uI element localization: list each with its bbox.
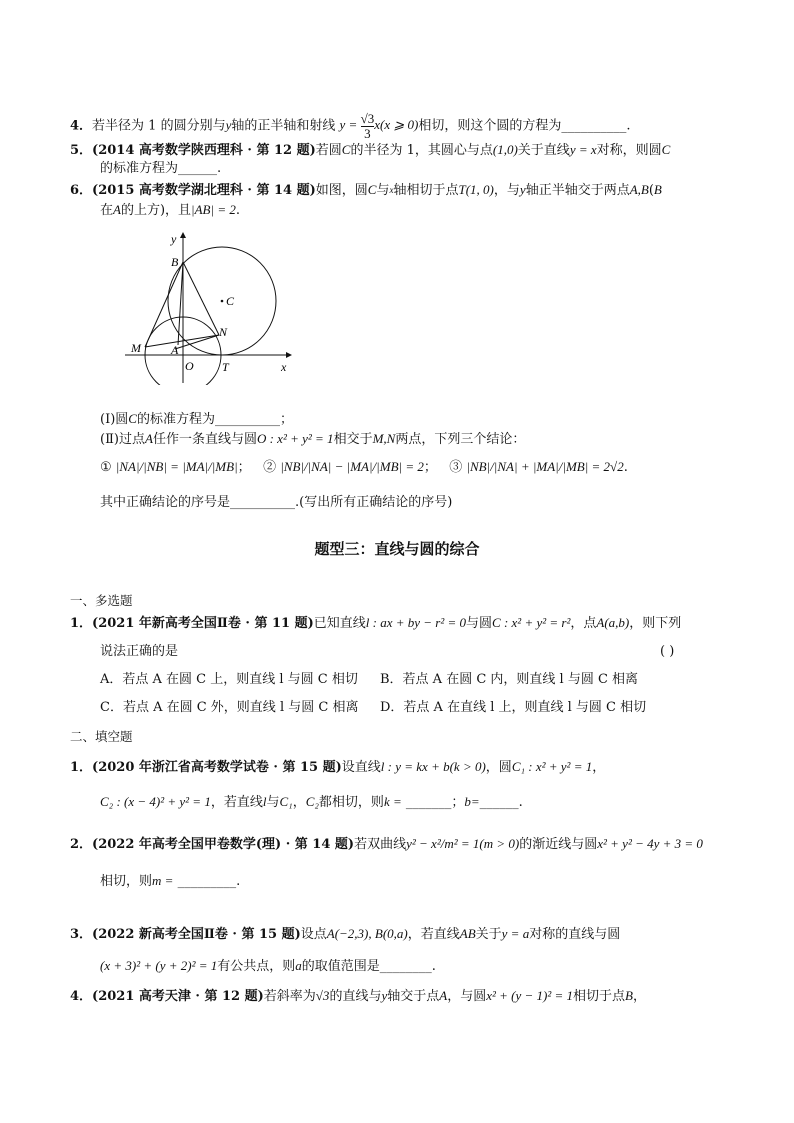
center-C-dot	[221, 300, 224, 303]
fill-question-4: 4．(2021 高考天津 · 第 12 题)若斜率为√3的直线与y轴交于点A，与圆x² + (y − 1)² = 1相切于点B，	[70, 988, 647, 1004]
label-C: C	[226, 294, 235, 308]
multi-choice-heading: 一、多选题	[70, 593, 133, 608]
segment-BM	[145, 262, 183, 347]
problem-6-q2: (Ⅱ)过点A任作一条直线与圆O : x² + y² = 1相交于M,N两点，下列三个结论：	[100, 431, 526, 447]
fill-question-1: 1．(2020 年浙江省高考数学试卷 · 第 15 题)设直线l : y = kx + b(k > 0)，圆C₁ : x² + y² = 1，	[70, 759, 606, 775]
label-M: M	[131, 341, 141, 355]
fill-question-3: 3．(2022 新高考全国Ⅱ卷 · 第 15 题)设点A(−2,3), B(0,a)，若直线AB关于y = a对称的直线与圆	[70, 926, 621, 942]
option-a: A．若点 A 在圆 C 上，则直线 l 与圆 C 相切	[100, 672, 358, 687]
label-N: N	[219, 325, 228, 339]
segment-BN	[183, 262, 219, 335]
fill-question-2-line2: 相切，则m = _________.	[100, 873, 241, 889]
label-T: T	[222, 360, 229, 374]
problem-6-line2: 在A的上方)，且|AB| = 2.	[100, 202, 240, 218]
label-y: y	[171, 232, 177, 246]
option-b: B．若点 A 在圆 C 内，则直线 l 与圆 C 相离	[380, 672, 639, 687]
segment-BA	[178, 262, 183, 345]
answer-paren: ( )	[660, 644, 675, 659]
problem-6-q3: 其中正确结论的序号是__________.(写出所有正确结论的序号)	[100, 495, 453, 510]
problem-6-old: 6．(2015 高考数学湖北理科 · 第 14 题)如图，圆C与$^x$轴相切于点T(1, 0)，与y轴正半轴交于两点A,B(B	[70, 182, 662, 198]
label-O: O	[185, 359, 194, 373]
problem-5-line2: 的标准方程为______.	[100, 161, 222, 176]
problem-6-conclusions: ① |NA|/|NB| = |MA|/|MB|； ② |NB|/|NA| − |MA|/|MB| = 2； ③ |NB|/|NA| + |MA|/|MB| = 2√2.	[100, 459, 628, 475]
label-A: A	[171, 343, 179, 357]
problem-6-q1: (Ⅰ)圆C的标准方程为__________；	[100, 411, 293, 427]
label-x: x	[281, 360, 287, 374]
mc-question-1: 1．(2021 年新高考全国Ⅱ卷 · 第 11 题)已知直线l : ax + by − r² = 0与圆C : x² + y² = r²，点A(a,b)，则下列	[70, 615, 682, 631]
problem-5-old: 5．(2014 高考数学陕西理科 · 第 12 题)若圆C的半径为 1，其圆心与点(1,0)关于直线y = x对称，则圆C	[70, 142, 671, 158]
label-B: B	[171, 255, 179, 269]
section-title: 题型三：直线与圆的综合	[314, 540, 480, 558]
option-d: D．若点 A 在直线 l 上，则直线 l 与圆 C 相切	[380, 700, 647, 715]
mc-question-1-line2: 说法正确的是	[100, 644, 179, 659]
fill-question-1-line2: C₂ : (x − 4)² + y² = 1，若直线l与C₁，C₂都相切，则k = _______；b=______.	[100, 794, 523, 810]
fill-question-2: 2．(2022 年高考全国甲卷数学(理) · 第 14 题)若双曲线y² − x²/m² = 1(m > 0)的渐近线与圆x² + y² − 4y + 3 = 0	[70, 836, 703, 852]
fill-blank-heading: 二、填空题	[70, 729, 133, 744]
circle-geometry-figure	[115, 225, 300, 385]
option-c: C．若点 A 在圆 C 外，则直线 l 与圆 C 相离	[100, 700, 359, 715]
problem-4-old: 4．若半径为 1 的圆分别与y轴的正半轴和射线 y = $\frac{√3}{3}$ x(x ⩾ 0)相切，则这个圆的方程为__________.	[70, 111, 631, 141]
fill-question-3-line2: (x + 3)² + (y + 2)² = 1有公共点，则a的取值范围是________.	[100, 958, 436, 974]
ray-equation: y = $\frac{√3}{3}$ x(x ⩾ 0)	[339, 111, 419, 141]
